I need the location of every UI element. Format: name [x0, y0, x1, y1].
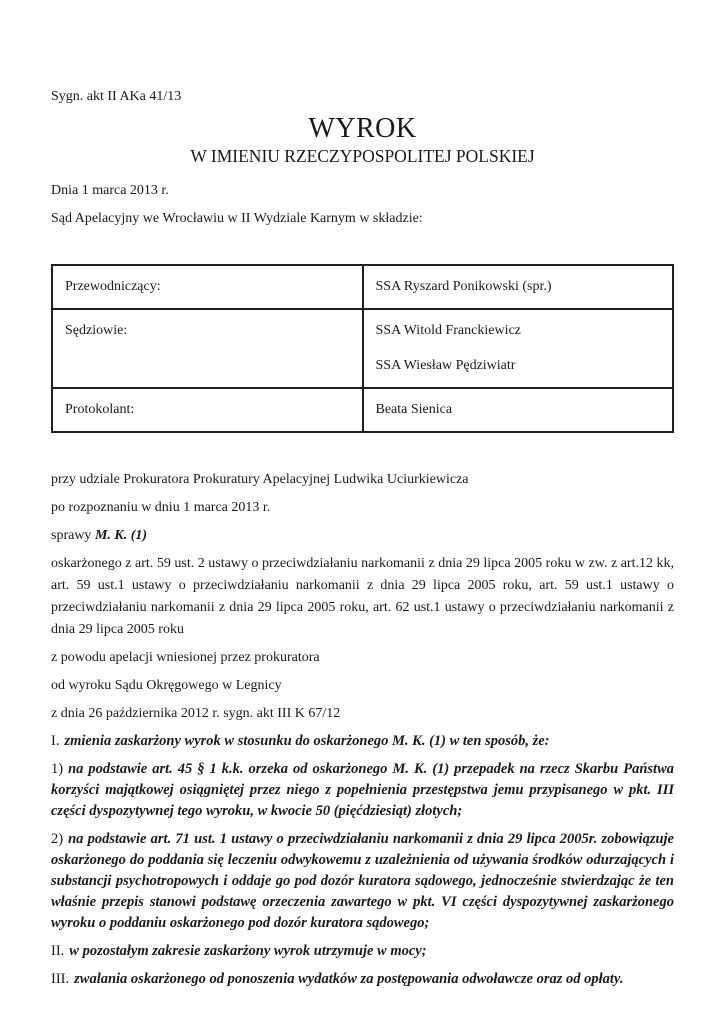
document-title: WYROK [308, 113, 417, 144]
document-subtitle: W IMIENIU RZECZYPOSPOLITEJ POLSKIEJ [190, 146, 535, 166]
defendant-initials: M. K. (1) [94, 528, 148, 543]
panel-value-cell [363, 265, 674, 309]
ruling-item-1-1 [51, 759, 674, 822]
panel-value: SSA Witold Franckiewicz [375, 323, 521, 338]
panel-label-cell [52, 388, 363, 432]
ruling-text: w pozostałym zakresie zaskarżony wyrok utrzymuje w mocy; [69, 943, 427, 959]
panel-table [51, 264, 674, 433]
ruling-text: zmienia zaskarżony wyrok w stosunku do oskarżonego M. K. (1) w ten sposób, że: [64, 733, 550, 749]
panel-table-body [52, 265, 673, 432]
table-row-judges [52, 309, 673, 388]
ruling-text: zwalania oskarżonego od ponoszenia wydatków za postępowania odwoławcze oraz od opłaty. [74, 971, 624, 987]
ruling-text: na podstawie art. 71 ust. 1 ustawy o przeciwdziałaniu narkomanii z dnia 29 lipca 2005r. zobowiązuje oskarżonego do poddania się leczeniu odwykowemu z uzależnienia od używania środków odurzających i substancji psychotropowych i oddaje go pod dozór kuratora sądowego, jednocześnie stwierdzając że ten właśnie przepis stanowi podstawę orzeczenia zawartego w pkt. VI części dyspozytywnej zaskarżonego wyroku o poddaniu oskarżonego pod dozór kuratora sądowego; [51, 831, 674, 931]
ruling-marker: 1) [51, 761, 64, 777]
appealed-court-line: od wyroku Sądu Okręgowego w Legnicy [51, 678, 282, 693]
case-number: Sygn. akt II AKa 41/13 [51, 89, 182, 104]
hearing-date-line: po rozpoznaniu w dniu 1 marca 2013 r. [51, 500, 271, 515]
ruling-item-3 [51, 969, 674, 990]
ruling-marker: II. [51, 943, 65, 959]
charges-paragraph: oskarżonego z art. 59 ust. 2 ustawy o przeciwdziałaniu narkomanii z dnia 29 lipca 2005 roku w zw. z art.12 kk, art. 59 ust.1 ustawy o przeciwdziałaniu narkomanii z dnia 29 lipca 2005 roku, art. 59 ust.1 ustawy o przeciwdziałaniu narkomanii z dnia 29 lipca 2005 roku, art. 62 ust.1 ustawy o przeciwdziałaniu narkomanii z dnia 29 lipca 2005 roku [51, 556, 674, 637]
ruling-item-1-2 [51, 829, 674, 934]
court-line: Sąd Apelacyjny we Wrocławiu w II Wydziale Karnym w składzie: [51, 211, 423, 226]
panel-label: Sędziowie: [65, 323, 128, 338]
panel-label-cell [52, 309, 363, 388]
ruling-marker: 2) [51, 831, 64, 847]
panel-value: SSA Wiesław Pędziwiatr [375, 358, 516, 373]
panel-value: SSA Ryszard Ponikowski (spr.) [375, 279, 552, 294]
panel-value-cell [363, 388, 674, 432]
table-row-clerk [52, 388, 673, 432]
table-row-presiding [52, 265, 673, 309]
panel-label: Przewodniczący: [65, 279, 161, 294]
ruling-marker: III. [51, 971, 70, 987]
prosecutor-participation-line: przy udziale Prokuratora Prokuratury Apelacyjnej Ludwika Uciurkiewicza [51, 472, 469, 487]
ruling-text: na podstawie art. 45 § 1 k.k. orzeka od oskarżonego M. K. (1) przepadek na rzecz Skarbu Państwa korzyści majątkowej osiągniętej przez niego z popełnienia przestępstwa jemu przypisanego w pkt. III części dyspozytywnej tego wyroku, w kwocie 50 (pięćdziesiąt) złotych; [51, 761, 674, 819]
case-of-prefix: sprawy [51, 528, 95, 543]
appeal-source-line: z powodu apelacji wniesionej przez prokuratora [51, 650, 320, 665]
ruling-item-2 [51, 941, 674, 962]
case-of-line [51, 525, 674, 547]
date-line: Dnia 1 marca 2013 r. [51, 183, 169, 198]
panel-label-cell [52, 265, 363, 309]
appealed-judgment-date-line: z dnia 26 października 2012 r. sygn. akt III K 67/12 [51, 706, 341, 721]
ruling-marker: I. [51, 733, 60, 749]
panel-value: Beata Sienica [375, 402, 453, 417]
panel-value-cell [363, 309, 674, 388]
panel-label: Protokolant: [65, 402, 135, 417]
ruling-item-1 [51, 731, 674, 752]
